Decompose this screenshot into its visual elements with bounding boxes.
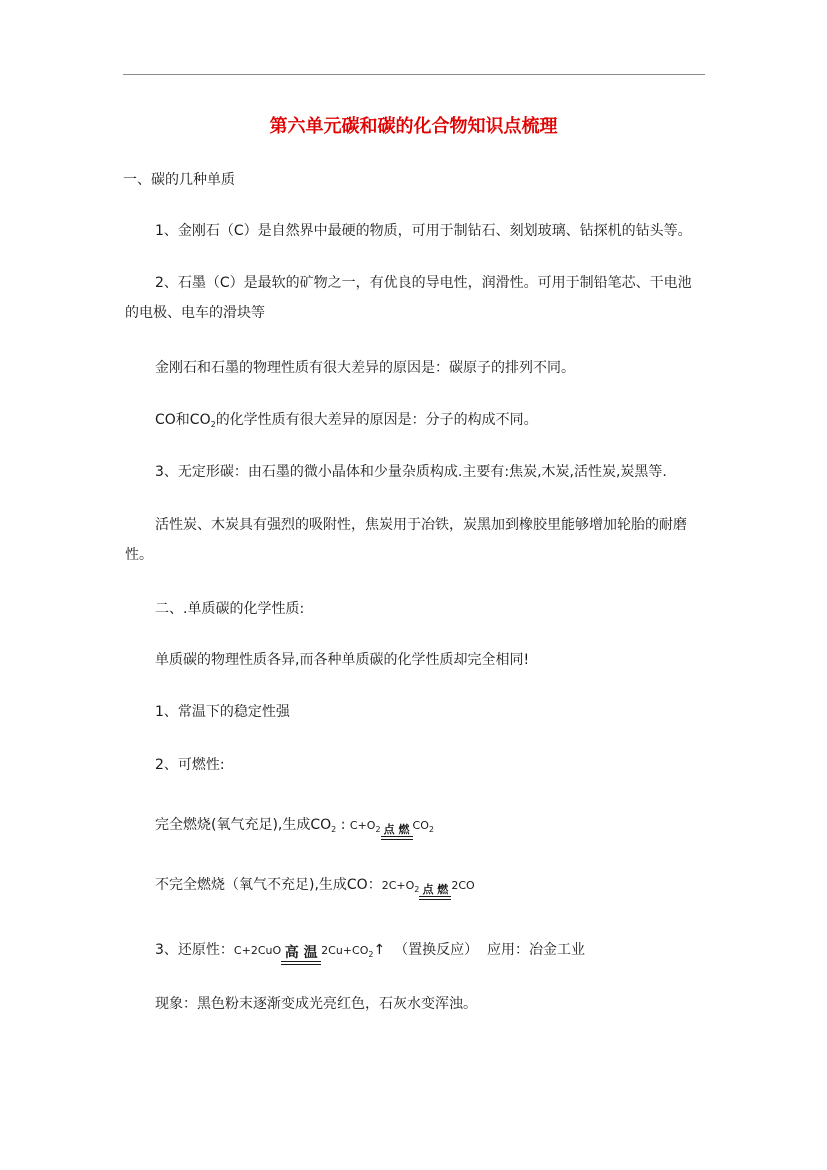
- paragraph-graphite-line2: 的电极、电车的滑块等: [125, 305, 265, 321]
- condition-label: 点 燃: [383, 823, 410, 836]
- incomplete-product: 2CO: [451, 879, 475, 892]
- complete-reactants: C+O: [349, 819, 376, 832]
- condition-label: 高 温: [284, 945, 318, 961]
- section-heading-1: 一、碳的几种单质: [123, 172, 235, 188]
- complete-colon: :: [336, 817, 350, 833]
- gas-arrow-icon: ↑: [373, 942, 386, 958]
- equal-bar: [419, 896, 451, 900]
- complete-reactants-sub: 2: [375, 825, 381, 834]
- paragraph-reason-co: [155, 410, 538, 435]
- paragraph-amorphous: 3、无定形碳：由石墨的微小晶体和少量杂质构成.主要有:焦炭,木炭,活性炭,炭黑等.: [155, 464, 667, 480]
- equal-bar: [281, 961, 321, 965]
- complete-text: 完全燃烧(氧气充足),生成CO: [155, 817, 332, 833]
- paragraph-combustibility: 2、可燃性:: [155, 757, 225, 773]
- complete-product-sub: 2: [428, 825, 434, 834]
- paragraph-phenomenon: 现象：黑色粉末逐渐变成光亮红色，石灰水变浑浊。: [155, 996, 477, 1012]
- co-text: CO和CO: [155, 412, 211, 428]
- incomplete-reactants: 2C+O: [381, 879, 415, 892]
- incomplete-text: 不完全燃烧（氧气不充足),生成CO：: [155, 877, 382, 893]
- reaction-condition-arrow: [419, 884, 451, 900]
- equation-incomplete-combustion: [155, 875, 475, 900]
- complete-text-sub: 2: [331, 825, 337, 834]
- paragraph-adsorption-line2: 性。: [125, 547, 153, 563]
- paragraph-chemical-intro: 单质碳的物理性质各异,而各种单质碳的化学性质却完全相同!: [155, 652, 530, 668]
- paragraph-stability: 1、常温下的稳定性强: [155, 704, 290, 720]
- paragraph-diamond: 1、金刚石（C）是自然界中最硬的物质，可用于制钻石、刻划玻璃、钻探机的钻头等。: [155, 223, 692, 239]
- equation-complete-combustion: [155, 815, 434, 840]
- paragraph-graphite-line1: 2、石墨（C）是最软的矿物之一，有优良的导电性，润滑性。可用于制铅笔芯、干电池: [155, 275, 692, 291]
- reduction-reactants: C+2CuO: [233, 944, 282, 957]
- reduction-product-sub: 2: [368, 950, 374, 959]
- incomplete-reactants-sub: 2: [414, 885, 420, 894]
- reaction-condition-arrow: [281, 945, 321, 965]
- section-heading-2: 二、.单质碳的化学性质:: [155, 601, 305, 617]
- co-suffix: 的化学性质有很大差异的原因是：分子的构成不同。: [215, 412, 538, 428]
- reaction-condition-arrow: [381, 824, 413, 840]
- page-title: 第六单元碳和碳的化合物知识点梳理: [269, 116, 558, 137]
- reduction-product: 2Cu+CO: [321, 944, 369, 957]
- equation-reduction: [155, 940, 585, 965]
- reduction-application: 应用：冶金工业: [487, 942, 585, 958]
- reduction-label: 3、还原性：: [155, 942, 234, 958]
- complete-product: CO: [412, 819, 429, 832]
- paragraph-adsorption-line1: 活性炭、木炭具有强烈的吸附性，焦炭用于冶铁，炭黑加到橡胶里能够增加轮胎的耐磨: [155, 517, 687, 533]
- reaction-type: （置换反应）: [394, 942, 479, 958]
- paragraph-reason-carbon: 金刚石和石墨的物理性质有很大差异的原因是：碳原子的排列不同。: [155, 360, 575, 376]
- header-rule: [123, 74, 705, 75]
- co2-subscript: 2: [210, 420, 216, 429]
- condition-label: 点 燃: [422, 883, 449, 896]
- equal-bar: [381, 836, 413, 840]
